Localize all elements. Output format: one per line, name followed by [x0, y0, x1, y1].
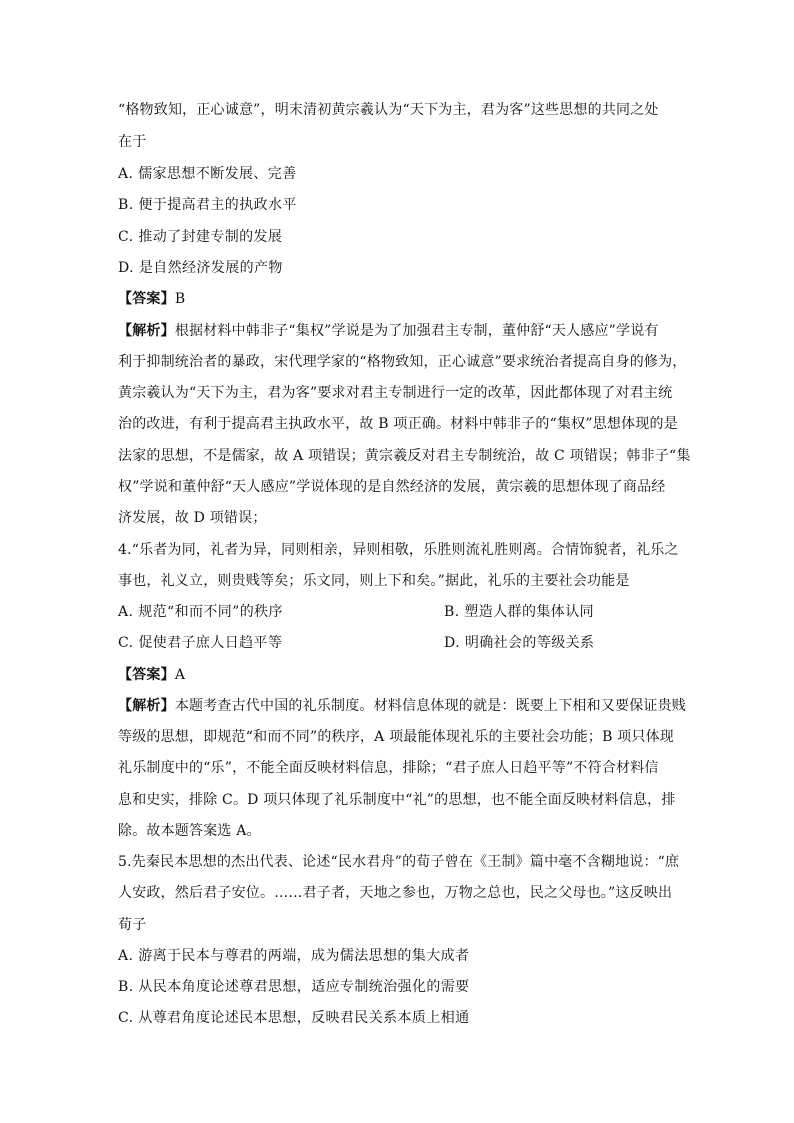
q4-stem-line-1: 4.“乐者为同，礼者为异，同则相亲，异则相敬，乐胜则流礼胜则离。合情饰貌者，礼乐之	[118, 542, 679, 558]
q3-analysis-line-4: 治的改进，有利于提高君主执政水平，故 B 项正确。材料中韩非子的“集权”思想体现的是	[118, 416, 678, 432]
q3-analysis-line-5: 法家的思想，不是儒家，故 A 项错误；黄宗羲反对君主专制统治，故 C 项错误；韩非子“集	[118, 448, 691, 464]
q4-analysis-line-2: 等级的思想，即规范“和而不同”的秩序，A 项最能体现礼乐的主要社会功能；B 项只体现	[118, 729, 675, 745]
q5-option-b: B. 从民本角度论述尊君思想，适应专制统治强化的需要	[118, 979, 470, 995]
q4-options-row-2	[118, 634, 595, 652]
q3-analysis-line-7: 济发展，故 D 项错误；	[118, 510, 267, 526]
q4-analysis-line-5: 除。故本题答案选 A。	[118, 823, 261, 839]
q4-options-row-1	[118, 603, 594, 621]
q5-stem-line-3: 荀子	[118, 917, 147, 933]
q3-option-a: A. 儒家思想不断发展、完善	[118, 166, 297, 182]
q3-analysis-line-1	[118, 322, 659, 340]
q3-option-c: C. 推动了封建专制的发展	[118, 229, 283, 245]
q3-analysis-line-3: 黄宗羲认为“天下为主，君为客”要求对君主专制进行一定的改革，因此都体现了对君主统	[118, 385, 673, 401]
q3-answer-value: B	[174, 291, 186, 307]
q5-option-c: C. 从尊君角度论述民本思想，反映君民关系本质上相通	[118, 1010, 470, 1026]
q4-analysis-text-1: 本题考查古代中国的礼乐制度。材料信息体现的就是：既要上下相和又要保证贵贱	[174, 698, 687, 714]
q4-analysis-label: 【解析】	[118, 698, 175, 714]
q3-analysis-text-1: 根据材料中韩非子“集权”学说是为了加强君主专制，董仲舒“天人感应”学说有	[174, 323, 659, 339]
q3-stem-line-2: 在于	[118, 134, 147, 150]
q4-option-c: C. 促使君子庶人日趋平等	[118, 635, 283, 651]
q3-analysis-line-2: 利于抑制统治者的暴政，宋代理学家的“格物致知，正心诚意”要求统治者提高自身的修为，	[118, 354, 687, 370]
q4-stem-line-2: 事也，礼义立，则贵贱等矣；乐文同，则上下和矣。”据此，礼乐的主要社会功能是	[118, 573, 630, 589]
q4-option-a: A. 规范“和而不同”的秩序	[118, 604, 283, 620]
q5-stem-line-2: 人安政，然后君子安位。……君子者，天地之参也，万物之总也，民之父母也。”这反映出	[118, 885, 673, 901]
q3-answer-label: 【答案】	[118, 291, 175, 307]
q4-analysis-line-1	[118, 697, 686, 715]
q3-analysis-label: 【解析】	[118, 323, 175, 339]
q4-option-b: B. 塑造人群的集体认同	[444, 604, 594, 620]
q3-option-b: B. 便于提高君主的执政水平	[118, 197, 297, 213]
q4-option-d: D. 明确社会的等级关系	[444, 635, 595, 651]
q4-answer-label: 【答案】	[118, 667, 175, 683]
q5-option-a: A. 游离于民本与尊君的两端，成为儒法思想的集大成者	[118, 948, 470, 964]
q4-analysis-line-3: 礼乐制度中的“乐”，不能全面反映材料信息，排除；“君子庶人日趋平等”不符合材料信	[118, 760, 659, 776]
q4-answer-value: A	[174, 667, 186, 683]
q4-analysis-line-4: 息和史实，排除 C。D 项只体现了礼乐制度中“礼”的思想，也不能全面反映材料信息，排	[118, 792, 676, 808]
q3-analysis-line-6: 权”学说和董仲舒“天人感应”学说体现的是自然经济的发展，黄宗羲的思想体现了商品经	[118, 479, 666, 495]
q5-stem-line-1: 5.先秦民本思想的杰出代表、论述“民水君舟”的荀子曾在《王制》篇中毫不含糊地说：“庶	[118, 854, 680, 870]
q4-answer	[118, 666, 185, 684]
q3-stem-line-1: “格物致知，正心诚意”，明末清初黄宗羲认为“天下为主，君为客”这些思想的共同之处	[118, 102, 659, 118]
q3-option-d: D. 是自然经济发展的产物	[118, 260, 283, 276]
q3-answer	[118, 290, 185, 308]
